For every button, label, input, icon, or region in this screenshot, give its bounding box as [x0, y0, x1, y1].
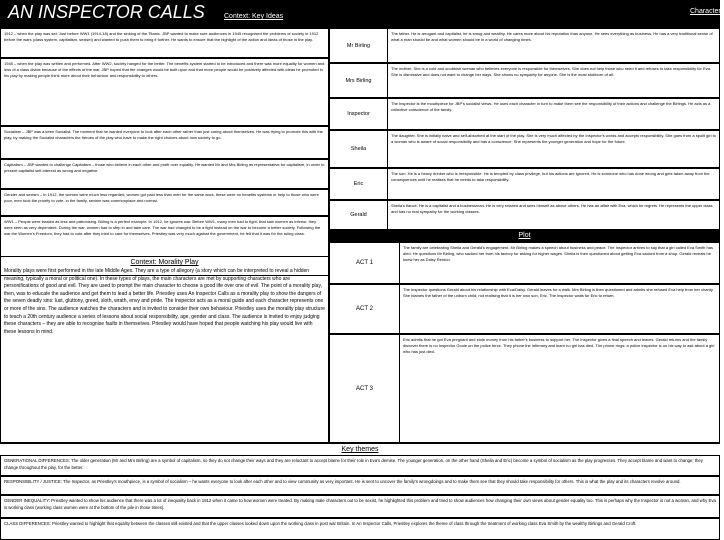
plot-row-act1: [329, 242, 720, 284]
context-heading: Context: Key Ideas: [224, 13, 284, 20]
character-row: [329, 200, 720, 230]
act-label: ACT 1: [330, 243, 400, 283]
theme-row: [0, 495, 720, 518]
act-label: ACT 3: [330, 335, 400, 442]
characters-table: [329, 28, 720, 230]
character-name: Sheila: [330, 131, 388, 167]
theme-row: [0, 455, 720, 476]
context-item-capitalism: Capitalism – JBP wanted to challenge Capitalism – those who believe in each other and profit over equality. He wanted Mr and Mrs Birling as representative for capitalism, in order to present capitalist self-interest as wrong and negative.: [0, 159, 329, 189]
theme-row: [0, 476, 720, 495]
character-row: [329, 98, 720, 130]
character-name: Inspector: [330, 99, 388, 129]
theme-text: RESPONSIBILITY / JUSTICE: The Inspector, as Priestley's mouthpiece, is a symbol of socialism – he wants everyone to look after each other and to view community as very important. He is sent to uncover the family's wrongdoings and to make them see that they should take responsibility for others. This is what the play and its characters revolve around.: [4, 479, 681, 484]
theme-text: CLASS DIFFERENCES: Priestley wanted to highlight that equality between the classes still existed and that the upper classes looked down upon the working class in post war Britain. In An Inspector Calls, Priestley explores the theme of class through the treatment of working class Eva Smith by the wealthy Birlings and Gerald Croft.: [4, 521, 637, 526]
themes-heading: Key themes: [0, 443, 720, 455]
character-name: Eric: [330, 169, 388, 199]
characters-header: [360, 0, 724, 28]
plot-row-act3: [329, 334, 720, 443]
plot-heading: Plot: [329, 230, 720, 242]
context-item-socialism: Socialism – JBP was a keen Socialist. The moment that he wanted everyone to look after each other rather than just caring about themselves. He was trying to promote this with the play, by making the Socialist characters the heroes of the play who have to make the right choices about how society to go.: [0, 126, 329, 159]
morality-text: Morality plays were first performed in the late Middle Ages. They are a type of allegory (a story which can be interpreted to reveal a hidden meaning, typically a moral or political one). In these types of plays, the main characters are met by supporting characters who are personifications of good and evil. They are used to prompt the main character to choose a good life over one of evil. The point of a morality play, then, was to educate the audience and get them to lead a better life. Priestley uses An Inspector Calls as a morality play to show the dangers of the seven deadly sins: lust, gluttony, greed, sloth, wrath, envy and pride. The Inspector acts as a moral guide and each character represents one or more of the sins. The audience watches the characters and is invited to consider their own behaviour. Priestley uses the morality play structure to teach a 20th century audience a series of lessons about social responsibility, age, gender and class. The audience is invited to enjoy judging these characters – they are able to recognise faults in themselves. Priestley would have hoped that people watching his play would live with these lessons in mind.: [4, 268, 325, 335]
character-row: [329, 28, 720, 63]
character-desc: The mother. She is a cold and snobbish woman who believes everyone is responsible for themselves. She does not help those who need it and refuses to take responsibility for Eva. She is dismissive and does not want to change her ways. She shows no sympathy for anyone. She is the most stubborn of all.: [391, 66, 711, 78]
context-item-ww1: WW1 – People were treated as less and patronising. Birling is a perfect example. In 1912, he ignores war. Before WW1, many men had to fight, that saw women as inferior, they were seen as very dependent. During the war, women had to step in and take care. The war had changed to be a fight instead on the war to become a better society. Following the war the Women's Freedom, they had to vote after they tried to care for themselves. Priestley was very much against the government, he felt that it was for the ruling class.: [0, 216, 329, 276]
act-desc: The Inspector questions Gerald about his relationship with Eva/Daisy. Gerald leaves for a walk. Mrs Birling is then questioned and admits she refused Eva help from her charity. She blames the father of the unborn child, not realising that it is her own son, Eric. The Inspector waits for Eric to return.: [403, 287, 714, 299]
context-item-1945: 1945 – when the play was written and performed. After WW2, society hanged for the better. The benefits system started to be introduced and there was more equality for women and less of a class divide because of the effects of the war. JBP hoped that the changes would be built upon and that more people would be positively affected with ideas he promoted in his play by making people think more about their behaviour and responsibility to others.: [0, 58, 329, 126]
characters-heading: Characters: [690, 8, 724, 15]
act-desc: The family are celebrating Sheila and Gerald's engagement. Mr Birling makes a speech about business and peace. The Inspector arrives to say that a girl called Eva Smith has died. He questions Mr Birling, who sacked her from his factory for asking for higher wages. Sheila is then questioned about getting Eva sacked from a shop. Gerald reveals he knew her as Daisy Renton.: [403, 245, 713, 263]
character-row: [329, 130, 720, 168]
theme-row: [0, 518, 720, 540]
theme-text: GENDER INEQUALITY: Priestley wanted to show his audience that there was a lot of inequality back in 1912 when it came to how women were treated. By making male characters out to be sexist, he highlighted this problem and tried to show audiences how changing their own views about gender equality too. This is perhaps why the Inspector is not a woman, and why Eva is working class (working class women were at the bottom of the pile in those times).: [4, 498, 716, 510]
context-item-1912: 1912 – when the play was set. Just before WW1 (1914-18) and the sinking of the Titanic. JBP wanted to make sure audiences in 1945 recognised the problems of society in 1912 before the wars (class system, capitalism, sexism) and wanted to push them to bring it further. He wants to ensure that the highlight of the action and ideas of those in the play.: [0, 28, 329, 58]
character-name: Gerald: [330, 201, 388, 229]
act-label: ACT 2: [330, 285, 400, 333]
header-bar: [0, 0, 360, 28]
act-desc: Eric admits that he got Eva pregnant and stole money from his father's business to support her. The Inspector gives a final speech and leaves. Gerald returns and the family discover there is no Inspector Goole on the police force. They phone the infirmary and learn no girl has died. The phone rings: a police inspector is on his way to ask about a girl who has just died.: [403, 337, 715, 355]
context-item-gender: Gender and sexism – In 1912, the women were much less regarded, women got paid less than men for the same work, these were no benefits systems or help to those who were poor, men took the priority to vote, in the family, sexism was commonplace and normal.: [0, 189, 329, 216]
character-desc: The son. He is a heavy drinker who is irresponsible. He is tempted by class privilege, but his actions are ignored. He is someone who has done wrong and gets taken away from the consequences until he realises that he needs to take responsibility.: [391, 171, 710, 183]
character-name: Mr Birling: [330, 29, 388, 62]
character-row: [329, 168, 720, 200]
character-name: Mrs Birling: [330, 64, 388, 97]
morality-play-panel: [0, 256, 329, 443]
character-desc: The Inspector is the mouthpiece for JBP's socialist views. He uses each character in turn to make them see the responsibility of their actions and challenge the Birlings. He acts as a collective conscience of the family.: [391, 101, 711, 113]
theme-text: GENERATIONAL DIFFERENCES: The older generation (Mr and Mrs Birling) are a symbol of capitalism, so they do not change their ways and they are reluctant to accept blame for their role in Eva's demise. The younger generation, on the other hand (Sheila and Eric) become a symbol of socialism as the play progresses. They accept blame and want to change; they change throughout the play, for the better.: [4, 458, 703, 470]
character-desc: Sheila's fiancé. He is a capitalist and a businessman. He is very relaxed and sees himself as above others. He has an affair with Eva, which he regrets. He represents the upper class and has no real sympathy for the working classes.: [391, 203, 713, 215]
plot-row-act2: [329, 284, 720, 334]
page-title: AN INSPECTOR CALLS: [8, 2, 205, 22]
character-row: [329, 63, 720, 98]
character-desc: The father. He is arrogant and capitalist; he is smug and wealthy. He cares more about his reputation than anyone. He sees everything as business. He has a very traditional sense of what a man should be and what women should be in a world of changing times.: [391, 31, 713, 43]
morality-heading: Context: Morality Play: [130, 259, 199, 266]
character-desc: The daughter. She is initially naive and self-absorbed at the start of the play. She is very much affected by the Inspector's words and accepts responsibility. She goes from a spoilt girl to a woman who is aware of social responsibility and has a conscience. She represents the younger generation and hope for the future.: [391, 133, 716, 145]
